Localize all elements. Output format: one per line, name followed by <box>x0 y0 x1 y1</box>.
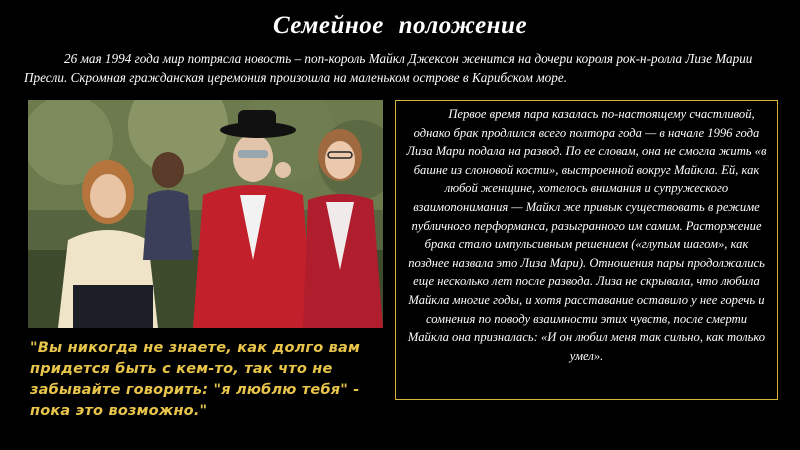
intro-paragraph: 26 мая 1994 года мир потрясла новость – поп-король Майкл Джексон женится на дочери короля рок-н-ролла Лизе Марии Пресли. Скромная гражданская церемония произошла на маленьком острове в Карибском море. <box>24 51 753 85</box>
quote-text: "Вы никогда не знаете, как долго вам придется быть с кем-то, так что не забывайте говорить: "я люблю тебя" - пока это возможно." <box>30 340 361 419</box>
text-box <box>395 100 778 400</box>
slide-title: Семейное положение <box>272 12 528 39</box>
photo <box>28 100 383 328</box>
body-paragraph: Первое время пара казалась по-настоящему счастливой, однако брак продлился всего полтора года — в начале 1996 года Лиза Мари подала на развод. По ее словам, она не смогла жить «в башне из слоновой кости», выстроенной вокруг Майкла. Ей, как любой женщине, хотелось внимания и супружеского взаимопонимания — Майкл же привык существовать в режиме публичного перформанса, разыгранного им самим. Расторжение брака стало импульсивным решением («глупым шагом», как позднее назвала это Лиза Мари). Отношения пары продолжались еще несколько лет после развода. Лиза не скрывала, что любила Майкла многие годы, и хотя расставание оставило у нее горечь и сомнения по поводу взаимности этих чувств, после смерти Майкла она призналась: «И он любил меня так сильно, как только умел». <box>406 107 767 363</box>
photo-illustration <box>28 100 383 328</box>
